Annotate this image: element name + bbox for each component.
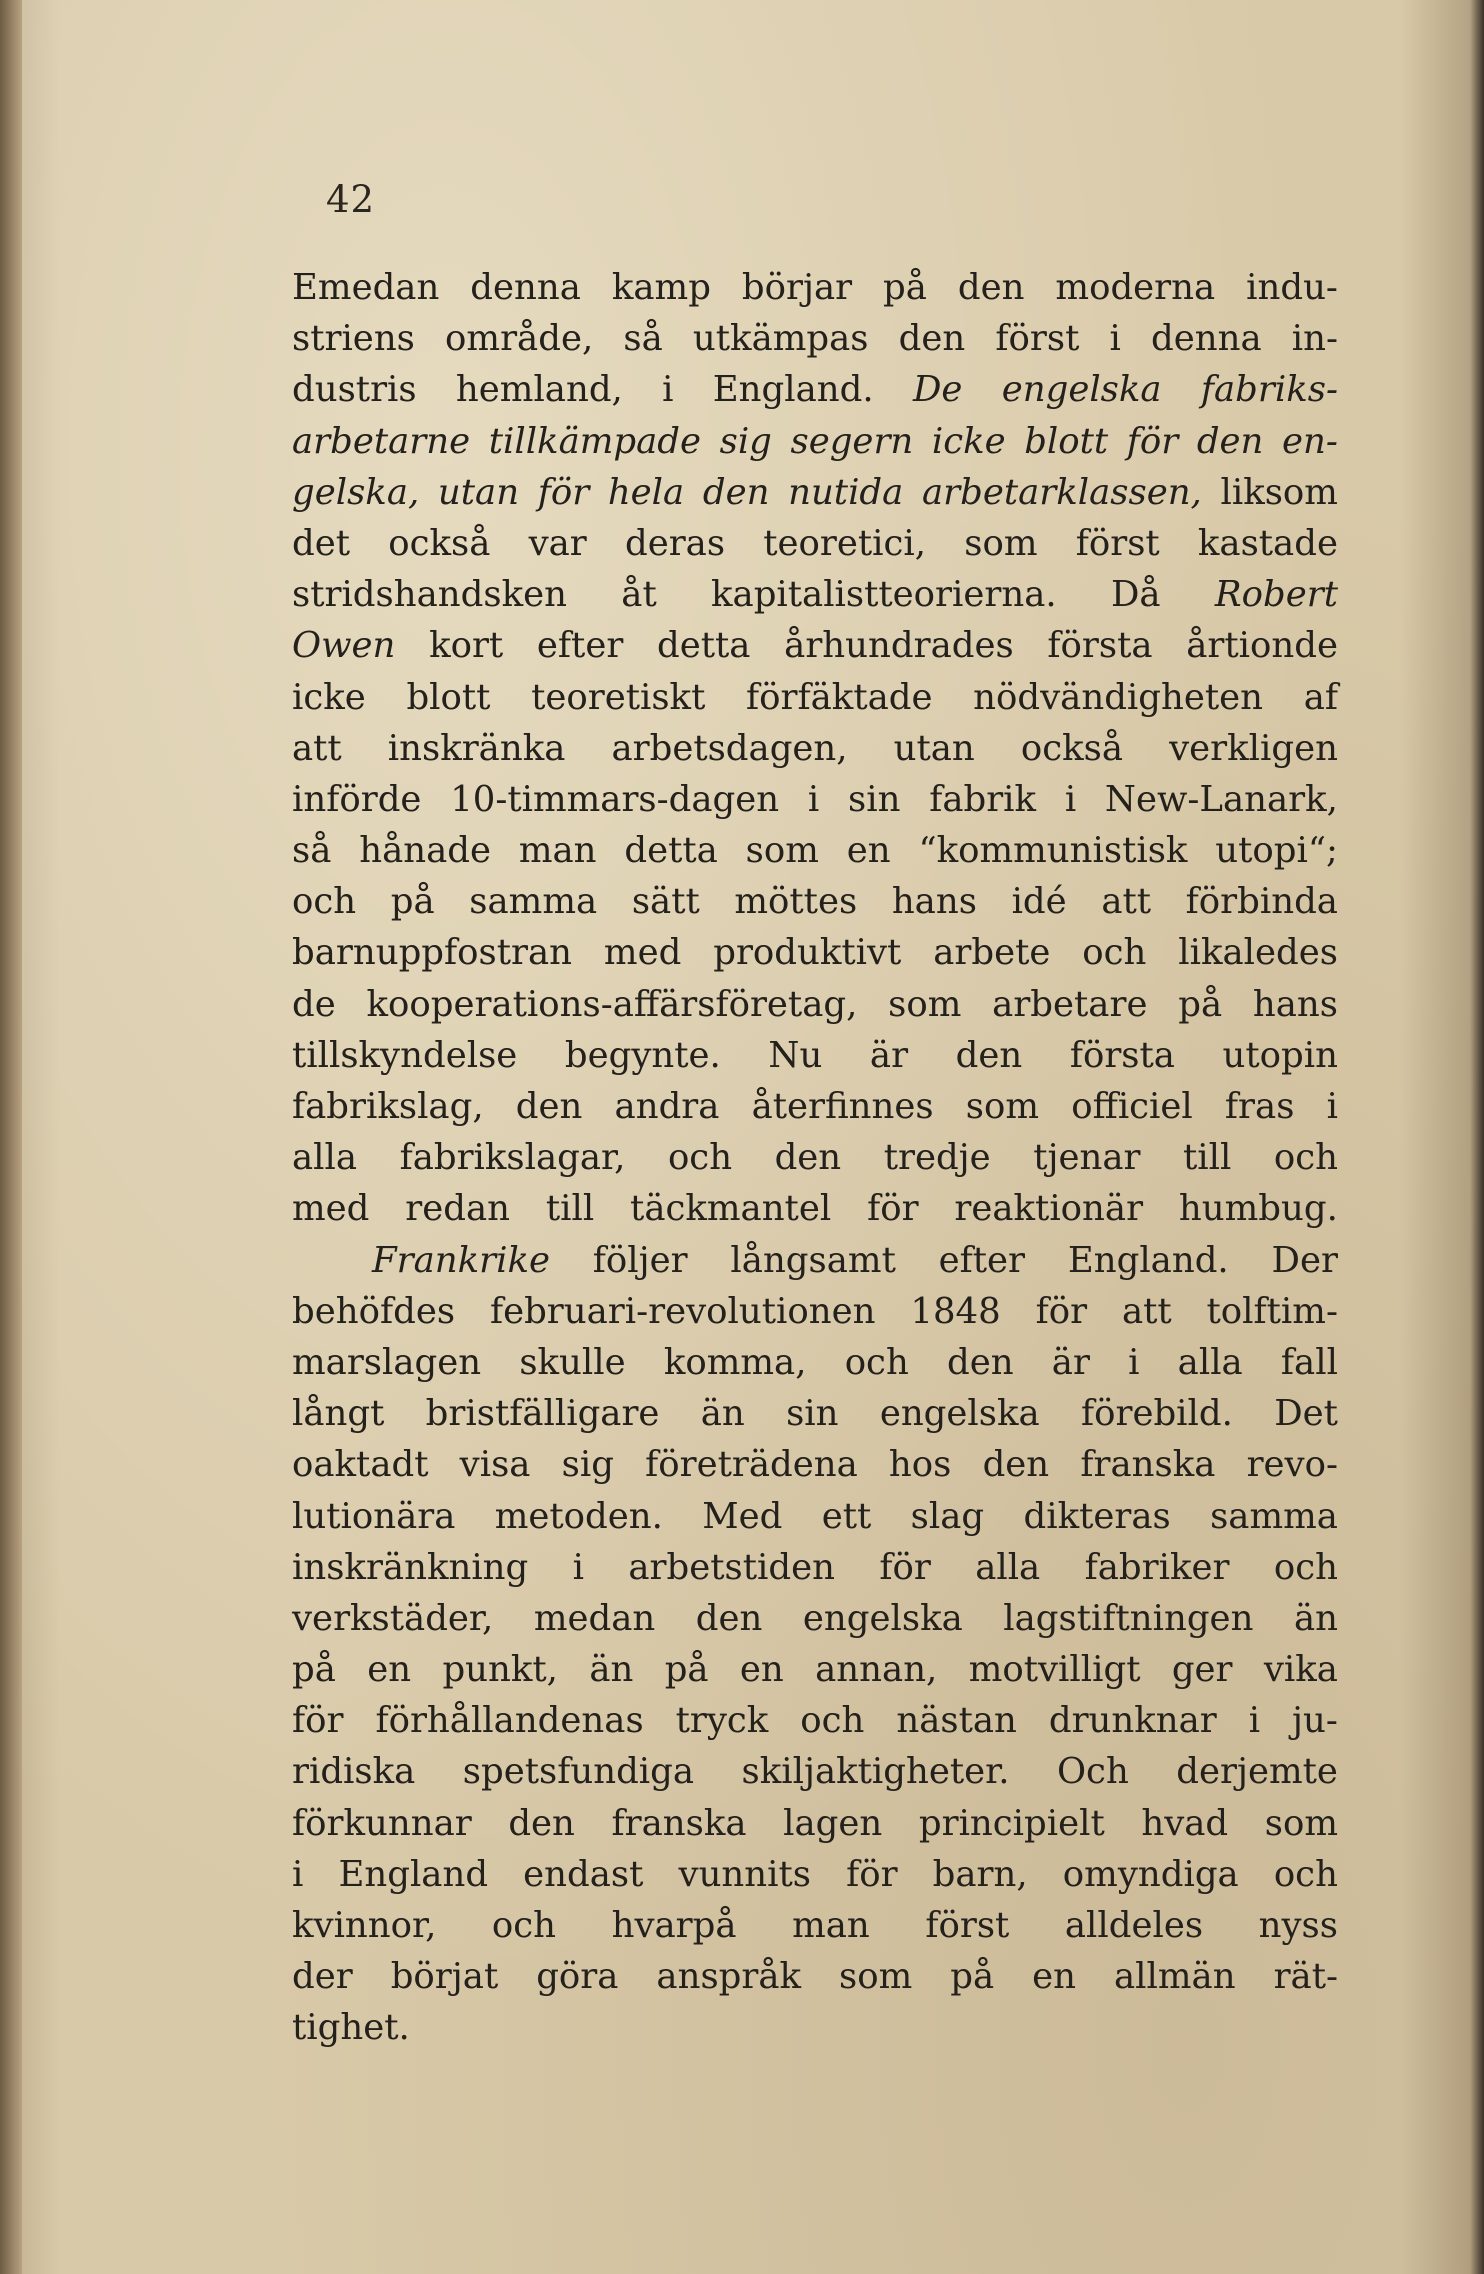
text-word: icke (931, 420, 1006, 462)
text-word: på (1178, 983, 1223, 1025)
text-word: arbetstiden (628, 1546, 835, 1588)
text-line (292, 569, 1338, 620)
text-word: möttes (734, 881, 858, 923)
text-word: fabriker (1084, 1546, 1230, 1588)
text-word: verkstäder, (292, 1597, 494, 1639)
text-word: vika (1263, 1649, 1338, 1691)
text-word: hvarpå (611, 1905, 737, 1946)
text-word: att (292, 727, 342, 769)
text-word: engelska (802, 1597, 963, 1639)
text-word: England. (712, 369, 874, 411)
text-word: moderna (1055, 267, 1216, 308)
text-line (292, 979, 1338, 1030)
text-word: kamp (611, 267, 711, 308)
text-word: ju- (1292, 1700, 1338, 1742)
text-word: än (700, 1393, 745, 1435)
text-word: skulle (519, 1341, 626, 1383)
text-line (292, 876, 1338, 927)
text-line (292, 518, 1338, 569)
text-line (292, 1286, 1338, 1337)
text-word: så (623, 318, 663, 360)
text-word: till (545, 1188, 595, 1230)
text-word: 10-timmars-dagen (450, 778, 780, 820)
text-line (292, 1030, 1338, 1081)
text-line (292, 2002, 1338, 2053)
text-line (292, 364, 1338, 415)
text-word: tryck (675, 1700, 769, 1742)
text-word: den (947, 1341, 1014, 1383)
text-word: förebild. (1080, 1393, 1233, 1435)
text-word: 1848 (910, 1290, 1001, 1332)
text-line (292, 723, 1338, 774)
text-word: striens (292, 318, 415, 360)
text-word: slag (910, 1495, 985, 1537)
text-word: verkligen (1169, 727, 1338, 769)
text-word: deras (624, 522, 726, 564)
text-word: den (955, 1034, 1023, 1076)
text-word: nyss (1258, 1905, 1338, 1946)
text-word: och (800, 1700, 865, 1742)
text-word: Och (1056, 1751, 1129, 1793)
text-line (292, 1746, 1338, 1797)
text-word: humbug. (1178, 1188, 1338, 1230)
text-word: i (807, 778, 820, 820)
text-word: idé (1011, 881, 1067, 923)
text-word: arbetarne (292, 420, 471, 462)
text-word: man (792, 1905, 870, 1946)
text-line (292, 467, 1338, 518)
text-word: införde (292, 778, 422, 820)
text-word: en (1032, 1956, 1077, 1998)
text-word: förbinda (1185, 881, 1338, 923)
text-word: Frankrike (372, 1239, 550, 1281)
text-word: ett (821, 1495, 872, 1537)
text-line (292, 1388, 1338, 1439)
text-line (292, 672, 1338, 723)
text-word: den (1196, 420, 1264, 462)
text-word: för (867, 1188, 919, 1230)
text-word: område, (445, 318, 594, 360)
text-word: arbete (933, 932, 1051, 974)
text-word: kort (429, 625, 504, 667)
text-word: De (912, 369, 963, 411)
text-word: efter (536, 625, 624, 667)
text-word: fabriks- (1200, 369, 1338, 411)
text-word: franska (1080, 1444, 1216, 1486)
text-word: och (1273, 1853, 1338, 1895)
text-word: skiljaktigheter. (741, 1751, 1010, 1793)
text-line (292, 927, 1338, 978)
text-word: tillkämpade (488, 420, 702, 462)
text-word: också (1020, 727, 1124, 769)
text-word: sig (719, 420, 772, 462)
text-word: i (1326, 1086, 1338, 1127)
text-line (292, 1491, 1338, 1542)
text-word: för (292, 1700, 344, 1742)
text-word: i (1128, 1341, 1140, 1383)
text-line (292, 1235, 1338, 1286)
text-word: företrädena (645, 1444, 858, 1486)
text-word: England (338, 1853, 489, 1895)
text-word: och (667, 1137, 733, 1179)
text-word: kapitalistteorierna. (711, 574, 1057, 616)
text-word: tighet. (292, 2007, 410, 2049)
text-word: teoretici, (763, 522, 927, 564)
text-word: hos (888, 1444, 952, 1486)
text-word: barn, (932, 1853, 1028, 1895)
text-word: Emedan (292, 267, 440, 308)
text-word: först (1075, 522, 1160, 564)
text-word: tolftim- (1206, 1290, 1338, 1332)
text-word: kvinnor, (292, 1905, 437, 1946)
text-word: Det (1274, 1393, 1338, 1435)
text-word: med (292, 1188, 370, 1230)
text-line (292, 416, 1338, 467)
text-word: på (664, 1649, 709, 1691)
text-word: och (491, 1905, 557, 1946)
text-word: i (1109, 318, 1121, 360)
text-word: en (739, 1649, 784, 1691)
text-word: först (995, 318, 1080, 360)
text-word: fabrik (929, 778, 1037, 820)
text-word: att (1101, 881, 1152, 923)
text-word: komma, (663, 1341, 807, 1383)
text-word: kooperations-affärsföretag, (366, 983, 858, 1025)
text-word: Med (702, 1495, 783, 1537)
text-word: den (695, 1597, 763, 1639)
text-word: en- (1282, 420, 1338, 462)
text-word: engelska (1001, 369, 1162, 411)
text-word: som (745, 830, 819, 872)
text-word: behöfdes (292, 1290, 456, 1332)
text-word: en (367, 1649, 412, 1691)
text-line (292, 1183, 1338, 1234)
text-word: i (1064, 778, 1077, 820)
text-line (292, 1542, 1338, 1593)
text-word: lutionära (292, 1495, 456, 1537)
text-word: och (844, 1341, 909, 1383)
text-word: förfäktade (746, 676, 933, 718)
text-word: arbetsdagen, (611, 727, 848, 769)
text-word: visa (459, 1444, 531, 1486)
text-word: följer (592, 1239, 688, 1281)
text-word: och (292, 881, 357, 923)
text-word: teoretiskt (531, 676, 706, 718)
text-line (292, 1900, 1338, 1951)
text-word: och (1082, 932, 1147, 974)
text-word: på (883, 267, 927, 308)
page-number: 42 (326, 178, 376, 221)
text-word: århundrades (784, 625, 1014, 667)
text-word: inskränka (387, 727, 566, 769)
text-word: börjar (741, 267, 853, 308)
text-word: ridiska (292, 1751, 416, 1793)
text-word: i (1248, 1700, 1261, 1742)
text-word: spetsfundiga (462, 1751, 695, 1793)
text-word: fabrikslag, (292, 1086, 484, 1127)
text-word: inskränkning (292, 1546, 529, 1588)
text-line (292, 262, 1338, 313)
text-word: anspråk (656, 1956, 802, 1998)
text-word: med (603, 932, 682, 974)
text-word: som (965, 1086, 1040, 1127)
text-line (292, 825, 1338, 876)
text-word: franska (611, 1802, 747, 1844)
text-word: för (1035, 1290, 1088, 1332)
text-line (292, 1849, 1338, 1900)
text-word: till (1183, 1137, 1232, 1179)
text-word: annan, (815, 1649, 938, 1691)
text-word: åt (621, 574, 657, 616)
text-word: Robert (1214, 574, 1338, 616)
text-word: är (869, 1034, 909, 1076)
text-word: alldeles (1064, 1905, 1204, 1946)
text-word: utan (437, 471, 520, 513)
text-line (292, 1439, 1338, 1490)
text-word: bristfälligare (425, 1393, 660, 1435)
text-word: detta (624, 830, 718, 872)
text-word: återfinnes (751, 1086, 934, 1127)
text-word: förkunnar (292, 1802, 472, 1844)
text-word: produktivt (713, 932, 902, 974)
text-word: börjat (390, 1956, 499, 1998)
text-word: officiel (1071, 1086, 1193, 1127)
text-word: punkt, (442, 1649, 558, 1691)
text-word: der (292, 1956, 353, 1998)
text-word: stridshandsken (292, 574, 567, 616)
text-word: täckmantel (630, 1188, 832, 1230)
text-line (292, 620, 1338, 671)
text-word: vunnits (678, 1853, 811, 1895)
text-word: Owen (292, 625, 396, 667)
text-word: nutida (788, 471, 904, 513)
text-word: och (1273, 1137, 1338, 1179)
text-word: barnuppfostran (292, 932, 573, 974)
text-word: det (292, 522, 350, 564)
text-word: samma (469, 881, 598, 923)
text-word: fabrikslagar, (399, 1137, 626, 1179)
text-word: än (1293, 1597, 1338, 1639)
text-word: utopin (1222, 1034, 1338, 1076)
text-word: den (508, 1802, 575, 1844)
text-word: i (572, 1546, 584, 1588)
text-word: fall (1280, 1341, 1338, 1383)
text-word: lagstiftningen (1003, 1597, 1254, 1639)
text-word: motvilligt (968, 1649, 1141, 1691)
text-word: som (964, 522, 1038, 564)
text-word: nästan (896, 1700, 1017, 1742)
text-word: gelska, (292, 471, 420, 513)
text-word: första (1069, 1034, 1175, 1076)
text-word: medan (533, 1597, 656, 1639)
text-word: för (879, 1546, 931, 1588)
text-word: på (292, 1649, 336, 1691)
text-word: för (846, 1853, 898, 1895)
text-word: dikteras (1023, 1495, 1171, 1537)
text-word: England. (1067, 1239, 1229, 1281)
text-word: hans (891, 881, 977, 923)
text-word: för (1126, 420, 1179, 462)
text-line (292, 1337, 1338, 1388)
text-word: arbetare (992, 983, 1148, 1025)
text-word: sin (848, 778, 901, 820)
text-word: utan (893, 727, 975, 769)
text-word: endast (523, 1853, 644, 1895)
text-word: februari-revolutionen (489, 1290, 876, 1332)
text-word: tjenar (1033, 1137, 1141, 1179)
page-gutter-shadow (0, 0, 22, 2274)
text-word: så (292, 830, 332, 872)
text-word: årtionde (1186, 625, 1338, 667)
text-word: för (537, 471, 590, 513)
text-word: hånade (359, 830, 492, 872)
text-word: den (982, 1444, 1050, 1486)
text-word: den (957, 267, 1025, 308)
text-word: reaktionär (954, 1188, 1144, 1230)
text-word: marslagen (292, 1341, 482, 1383)
text-word: tredje (883, 1137, 991, 1179)
text-word: detta (657, 625, 751, 667)
text-word: ger (1171, 1649, 1233, 1691)
text-word: den (774, 1137, 842, 1179)
text-word: de (292, 983, 336, 1025)
text-word: Då (1110, 574, 1161, 616)
text-word: är (1051, 1341, 1090, 1383)
text-word: förhållandenas (375, 1700, 644, 1742)
text-word: hvad (1141, 1802, 1229, 1844)
text-word: som (1264, 1802, 1338, 1844)
text-word: som (888, 983, 962, 1025)
text-word: långsamt (730, 1239, 896, 1281)
text-word: likaledes (1178, 932, 1338, 974)
text-word: som (839, 1956, 913, 1998)
text-word: en (846, 830, 891, 872)
text-word: blott (406, 676, 491, 718)
text-word: “kommunistisk (918, 830, 1188, 872)
text-line (292, 1132, 1338, 1183)
page-right-edge (1470, 0, 1484, 2274)
text-word: in- (1291, 318, 1338, 360)
text-word: alla (292, 1137, 358, 1179)
text-line (292, 1644, 1338, 1695)
text-word: segern (790, 420, 914, 462)
text-word: att (1121, 1290, 1172, 1332)
text-word: utopi“; (1215, 830, 1338, 872)
text-word: hans (1252, 983, 1338, 1025)
text-word: den (898, 318, 966, 360)
text-word: andra (614, 1086, 720, 1127)
body-text (292, 262, 1338, 2054)
text-word: den (702, 471, 770, 513)
text-word: man (518, 830, 597, 872)
text-word: revo- (1246, 1444, 1338, 1486)
text-word: nödvändigheten (973, 676, 1264, 718)
text-word: sig (561, 1444, 614, 1486)
text-word: denna (470, 267, 581, 308)
text-word: på (950, 1956, 995, 1998)
text-word: alla (975, 1546, 1041, 1588)
text-word: också (388, 522, 491, 564)
text-word: fras (1224, 1086, 1295, 1127)
text-word: samma (1210, 1495, 1338, 1537)
text-word: långt (292, 1393, 385, 1435)
text-word: sin (786, 1393, 839, 1435)
text-word: derjemte (1176, 1751, 1338, 1793)
text-word: redan (405, 1188, 510, 1230)
text-word: tillskyndelse (292, 1034, 518, 1076)
text-word: indu- (1246, 267, 1338, 308)
text-word: liksom (1220, 471, 1338, 513)
text-word: allmän (1114, 1956, 1236, 1998)
text-word: och (1273, 1546, 1338, 1588)
text-word: blott (1024, 420, 1109, 462)
text-word: drunknar (1048, 1700, 1217, 1742)
text-word: omyndiga (1062, 1853, 1239, 1895)
text-word: hemland, (455, 369, 623, 411)
text-word: af (1303, 676, 1338, 718)
text-word: först (925, 1905, 1010, 1946)
text-word: denna (1151, 318, 1262, 360)
text-word: än (589, 1649, 634, 1691)
text-word: lagen (783, 1802, 883, 1844)
text-word: Nu (768, 1034, 823, 1076)
text-word: icke (292, 676, 366, 718)
text-word: första (1047, 625, 1153, 667)
text-word: hela (607, 471, 685, 513)
text-line (292, 774, 1338, 825)
text-word: sätt (631, 881, 700, 923)
text-word: principielt (918, 1802, 1105, 1844)
text-word: i (292, 1853, 304, 1895)
text-word: Der (1271, 1239, 1338, 1281)
text-word: engelska (879, 1393, 1040, 1435)
text-word: i (662, 369, 674, 411)
text-word: metoden. (494, 1495, 663, 1537)
text-word: begynte. (564, 1034, 721, 1076)
text-word: arbetarklassen, (921, 471, 1202, 513)
text-word: alla (1177, 1341, 1243, 1383)
text-word: New-Lanark, (1104, 778, 1338, 820)
text-line (292, 1798, 1338, 1849)
text-word: på (390, 881, 435, 923)
text-word: oaktadt (292, 1444, 429, 1486)
text-line (292, 1695, 1338, 1746)
text-word: rät- (1273, 1956, 1338, 1998)
text-word: göra (536, 1956, 619, 1998)
text-word: kastade (1197, 522, 1338, 564)
text-line (292, 1951, 1338, 2002)
text-word: efter (938, 1239, 1026, 1281)
text-word: dustris (292, 369, 417, 411)
text-word: utkämpas (692, 318, 869, 360)
text-line (292, 1081, 1338, 1132)
text-line (292, 1593, 1338, 1644)
text-word: den (515, 1086, 583, 1127)
text-word: var (528, 522, 587, 564)
text-line (292, 313, 1338, 364)
